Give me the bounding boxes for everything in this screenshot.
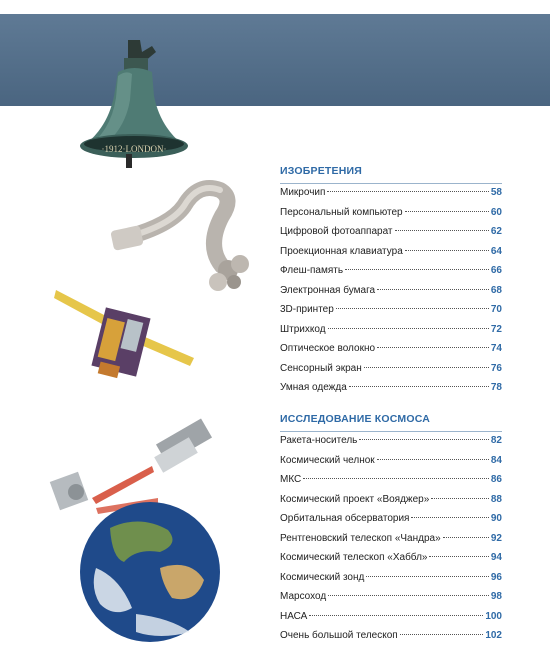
dot-leader: [431, 498, 489, 499]
toc-entry-label: Ракета-носитель: [280, 435, 358, 446]
section-divider: [280, 183, 502, 184]
dot-leader: [336, 308, 489, 309]
bell-inscription: ·1912·LONDON·: [101, 144, 167, 154]
toc-entry[interactable]: [280, 343, 502, 363]
toc-entry[interactable]: [280, 455, 502, 475]
dot-leader: [377, 347, 489, 348]
toc-entry-label: Космический телескоп «Хаббл»: [280, 552, 428, 563]
toc-entry-page: 60: [490, 206, 502, 218]
dot-leader: [328, 595, 489, 596]
toc-entry[interactable]: [280, 533, 502, 553]
toc-entry-page: 92: [490, 532, 502, 544]
toc-entry-label: Рентгеновский телескоп «Чандра»: [280, 532, 441, 544]
toc-entry-page: 66: [490, 265, 502, 276]
toc-entry-label: Персональный компьютер: [280, 206, 403, 218]
toc-entry-label: Умная одежда: [280, 382, 347, 393]
toc-entry-page: 88: [490, 493, 502, 505]
toc-entry[interactable]: [280, 207, 502, 227]
dot-leader: [429, 556, 488, 557]
toc-entry[interactable]: [280, 572, 502, 592]
toc-entry-label: Электронная бумага: [280, 284, 376, 296]
toc-entry-page: 72: [490, 323, 502, 335]
toc-entry-page: 82: [490, 435, 502, 446]
section-title: ИССЛЕДОВАНИЕ КОСМОСА: [280, 413, 431, 425]
toc-entry[interactable]: [280, 513, 502, 533]
toc-entry[interactable]: [280, 285, 502, 305]
toc-entry-label: Орбитальная обсерватория: [280, 513, 410, 524]
dot-leader: [366, 576, 489, 577]
toc-entry[interactable]: [280, 246, 502, 266]
toc-entry[interactable]: [280, 630, 502, 650]
section-title: ИЗОБРЕТЕНИЯ: [280, 165, 363, 177]
dot-leader: [395, 230, 489, 231]
toc-entry-page: 76: [490, 362, 502, 374]
toc-entry-label: Космический проект «Вояджер»: [280, 493, 430, 505]
toc-entry-label: Флеш-память: [280, 265, 344, 276]
toc-entry[interactable]: [280, 226, 502, 246]
toc-entry-label: Сенсорный экран: [280, 362, 362, 374]
toc-entry-page: 70: [490, 304, 502, 315]
toc-entry-page: 96: [490, 571, 502, 583]
dot-leader: [405, 250, 489, 251]
dot-leader: [328, 328, 489, 329]
toc-entry-page: 62: [490, 226, 502, 237]
toc-entry-label: Микрочип: [280, 187, 326, 198]
toc-entry-label: Марсоход: [280, 591, 327, 602]
toc-entry[interactable]: [280, 324, 502, 344]
toc-entry-page: 102: [485, 630, 502, 641]
toc-entry[interactable]: [280, 363, 502, 383]
toc-entry-page: 78: [490, 382, 502, 393]
earth-illustration: [40, 418, 240, 642]
bell-illustration: [70, 36, 200, 176]
toc-entry[interactable]: [280, 382, 502, 402]
toc-entry-page: 74: [490, 343, 502, 354]
dot-leader: [349, 386, 489, 387]
toc-section-inventions: [280, 164, 502, 402]
toc-entry-page: 58: [490, 187, 502, 198]
dot-leader: [400, 634, 484, 635]
dot-leader: [364, 367, 489, 368]
toc-entry-label: Штрихкод: [280, 323, 326, 335]
toc-entry[interactable]: [280, 474, 502, 494]
toc-entry-page: 86: [490, 474, 502, 485]
toc-entry[interactable]: [280, 611, 502, 631]
toc-entry-label: Оптическое волокно: [280, 343, 376, 354]
dot-leader: [309, 615, 483, 616]
toc-entry-page: 94: [490, 552, 502, 563]
toc-entry-label: Космический зонд: [280, 571, 365, 583]
toc-entry-label: Проекционная клавиатура: [280, 245, 403, 257]
toc-entry[interactable]: [280, 591, 502, 611]
dot-leader: [411, 517, 488, 518]
toc-entry-label: НАСА: [280, 610, 308, 622]
toc-section-space: [280, 412, 502, 650]
toc-entry-label: МКС: [280, 474, 302, 485]
satellite-illustration: [54, 282, 194, 392]
dot-leader: [345, 269, 489, 270]
section-divider: [280, 431, 502, 432]
toc-entry-page: 90: [490, 513, 502, 524]
toc-entry-page: 84: [490, 454, 502, 466]
toc-entry[interactable]: [280, 265, 502, 285]
toc-entry-label: Цифровой фотоаппарат: [280, 226, 393, 237]
dot-leader: [327, 191, 488, 192]
dot-leader: [303, 478, 489, 479]
toc-entry[interactable]: [280, 187, 502, 207]
toc-entry-page: 100: [485, 610, 502, 622]
toc-entry[interactable]: [280, 435, 502, 455]
dot-leader: [405, 211, 489, 212]
dot-leader: [377, 289, 489, 290]
toc-entry-label: Очень большой телескоп: [280, 630, 398, 641]
toc-entry[interactable]: [280, 552, 502, 572]
toc-entry-page: 64: [490, 245, 502, 257]
toc-entry[interactable]: [280, 304, 502, 324]
toc-entry-page: 98: [490, 591, 502, 602]
toc-entry-page: 68: [490, 284, 502, 296]
dot-leader: [443, 537, 489, 538]
dot-leader: [377, 459, 489, 460]
toc-entry-label: Космический челнок: [280, 454, 375, 466]
toc-entry[interactable]: [280, 494, 502, 514]
dot-leader: [359, 439, 488, 440]
toc-entry-label: 3D-принтер: [280, 304, 334, 315]
